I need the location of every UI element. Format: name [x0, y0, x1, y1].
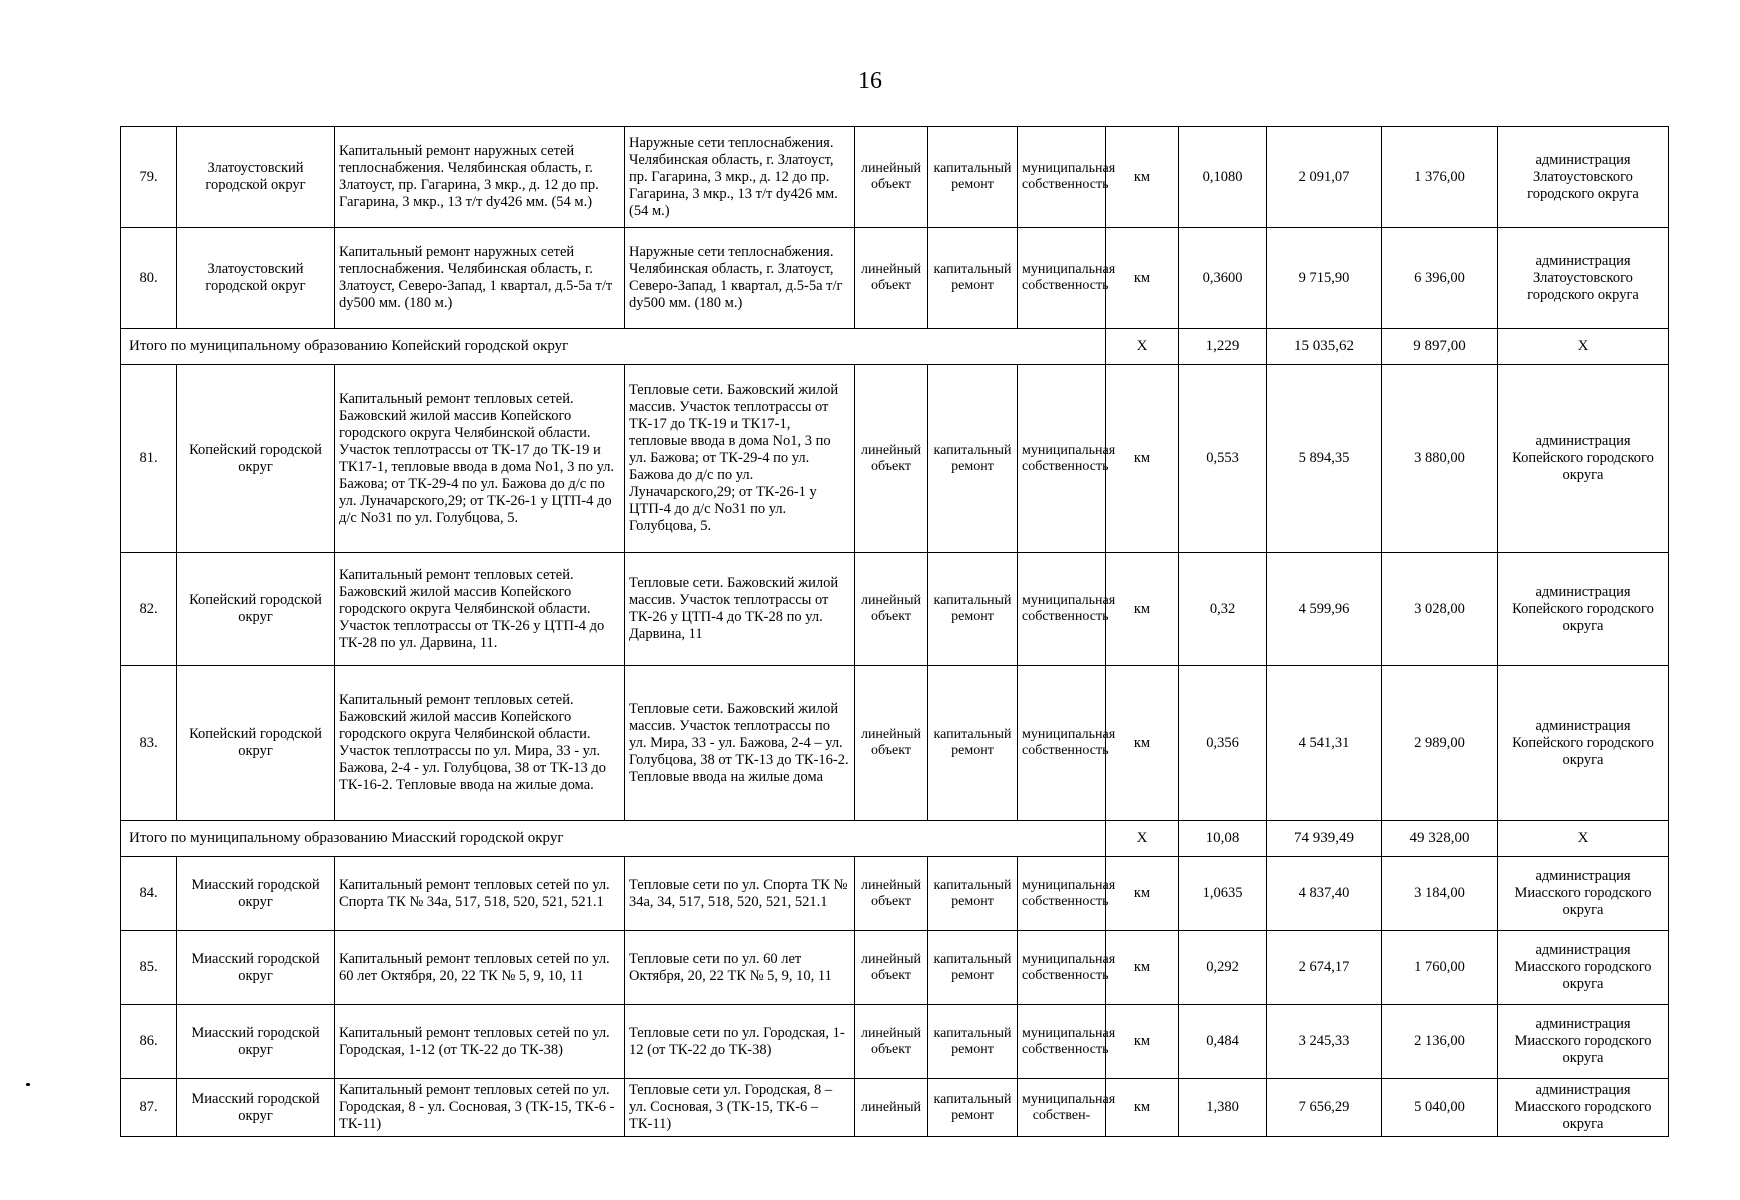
subtotal-recipient-mark: Х: [1498, 821, 1669, 857]
cost-budget-cell: 1 760,00: [1382, 931, 1498, 1005]
district-cell: Миасский городской округ: [177, 931, 335, 1005]
object-name-cell: Наружные сети теплоснабжения. Челябинская область, г. Златоуст, Северо-Запад, 1 квартал, д.5-5а т/г dy500 мм. (180 м.): [625, 228, 855, 329]
table-row: [121, 1005, 1669, 1079]
subtotal-length: 10,08: [1179, 821, 1267, 857]
length-cell: 0,32: [1179, 553, 1267, 666]
table-row: [121, 666, 1669, 821]
recipient-cell: администрация Миасского городского округа: [1498, 1079, 1669, 1137]
row-number: 82.: [121, 553, 177, 666]
scan-speck: [26, 1083, 30, 1086]
work-type-cell: капитальный ремонт: [928, 228, 1018, 329]
work-description-cell: Капитальный ремонт тепловых сетей по ул. Спорта ТК № 34а, 517, 518, 520, 521, 521.1: [335, 857, 625, 931]
row-number: 83.: [121, 666, 177, 821]
object-name-cell: Тепловые сети. Бажовский жилой массив. Участок теплотрассы по ул. Мира, 33 - ул. Бажова, 2-4 – ул. Голубцова, 38 от ТК-13 до ТК-16-2. Тепловые ввода на жилые дома: [625, 666, 855, 821]
work-description-cell: Капитальный ремонт тепловых сетей по ул. Городская, 8 - ул. Сосновая, 3 (ТК-15, ТК-6 - ТК-11): [335, 1079, 625, 1137]
row-number: 87.: [121, 1079, 177, 1137]
district-cell: Копейский городской округ: [177, 666, 335, 821]
cost-total-cell: 7 656,29: [1267, 1079, 1382, 1137]
work-description-cell: Капитальный ремонт тепловых сетей. Бажовский жилой массив Копейского городского округа Челябинской области. Участок теплотрассы от ТК-17 до ТК-19 и ТК17-1, тепловые ввода в дома No1, 3 по ул. Бажова; от ТК-29-4 по ул. Бажова до д/с по ул. Луначарского,29; от ТК-26-1 у ЦТП-4 до д/с No31 по ул. Голубцова, 5.: [335, 365, 625, 553]
unit-cell: км: [1106, 127, 1179, 228]
unit-cell: км: [1106, 553, 1179, 666]
recipient-cell: администрация Златоустовского городского округа: [1498, 127, 1669, 228]
unit-cell: км: [1106, 1079, 1179, 1137]
object-name-cell: Наружные сети теплоснабжения. Челябинская область, г. Златоуст, пр. Гагарина, 3 мкр., д. 12 до пр. Гагарина, 3 мкр., 13 т/т dy426 мм. (54 м.): [625, 127, 855, 228]
cost-budget-cell: 2 136,00: [1382, 1005, 1498, 1079]
work-description-cell: Капитальный ремонт тепловых сетей. Бажовский жилой массив Копейского городского округа Челябинской области. Участок теплотрассы по ул. Мира, 33 - ул. Бажова, 2-4 - ул. Голубцова, 38 от ТК-13 до ТК-16-2. Тепловые ввода на жилые дома.: [335, 666, 625, 821]
row-number: 79.: [121, 127, 177, 228]
row-number: 80.: [121, 228, 177, 329]
recipient-cell: администрация Миасского городского округа: [1498, 931, 1669, 1005]
district-cell: Миасский городской округ: [177, 1079, 335, 1137]
cost-total-cell: 2 091,07: [1267, 127, 1382, 228]
work-type-cell: капитальный ремонт: [928, 127, 1018, 228]
cost-total-cell: 4 599,96: [1267, 553, 1382, 666]
subtotal-length: 1,229: [1179, 329, 1267, 365]
object-type-cell: линейный объект: [855, 553, 928, 666]
district-cell: Копейский городской округ: [177, 553, 335, 666]
district-cell: Копейский городской округ: [177, 365, 335, 553]
subtotal-unit-mark: Х: [1106, 821, 1179, 857]
unit-cell: км: [1106, 931, 1179, 1005]
work-type-cell: капитальный ремонт: [928, 365, 1018, 553]
subtotal-cost-budget: 9 897,00: [1382, 329, 1498, 365]
row-number: 86.: [121, 1005, 177, 1079]
length-cell: 0,1080: [1179, 127, 1267, 228]
cost-budget-cell: 3 880,00: [1382, 365, 1498, 553]
subtotal-unit-mark: Х: [1106, 329, 1179, 365]
table-row: [121, 857, 1669, 931]
subtotal-cost-total: 15 035,62: [1267, 329, 1382, 365]
unit-cell: км: [1106, 1005, 1179, 1079]
cost-budget-cell: 1 376,00: [1382, 127, 1498, 228]
cost-budget-cell: 5 040,00: [1382, 1079, 1498, 1137]
page-number: 16: [858, 68, 882, 94]
row-number: 84.: [121, 857, 177, 931]
subtotal-cost-budget: 49 328,00: [1382, 821, 1498, 857]
recipient-cell: администрация Златоустовского городского округа: [1498, 228, 1669, 329]
cost-budget-cell: 6 396,00: [1382, 228, 1498, 329]
subtotal-row: [121, 329, 1669, 365]
unit-cell: км: [1106, 365, 1179, 553]
work-description-cell: Капитальный ремонт наружных сетей теплоснабжения. Челябинская область, г. Златоуст, пр. Гагарина, 3 мкр., д. 12 до пр. Гагарина, 3 мкр., 13 т/т dy426 мм. (54 м.): [335, 127, 625, 228]
row-number: 85.: [121, 931, 177, 1005]
ownership-cell: муниципальная собственность: [1018, 553, 1106, 666]
recipient-cell: администрация Миасского городского округа: [1498, 857, 1669, 931]
work-description-cell: Капитальный ремонт тепловых сетей по ул. Городская, 1-12 (от ТК-22 до ТК-38): [335, 1005, 625, 1079]
district-cell: Миасский городской округ: [177, 857, 335, 931]
subtotal-cost-total: 74 939,49: [1267, 821, 1382, 857]
cost-total-cell: 2 674,17: [1267, 931, 1382, 1005]
cost-budget-cell: 3 028,00: [1382, 553, 1498, 666]
unit-cell: км: [1106, 857, 1179, 931]
ownership-cell: муниципальная собствен-: [1018, 1079, 1106, 1137]
cost-total-cell: 4 837,40: [1267, 857, 1382, 931]
work-type-cell: капитальный ремонт: [928, 553, 1018, 666]
table-row: [121, 127, 1669, 228]
object-name-cell: Тепловые сети по ул. Городская, 1-12 (от ТК-22 до ТК-38): [625, 1005, 855, 1079]
length-cell: 0,3600: [1179, 228, 1267, 329]
subtotal-label: Итого по муниципальному образованию Миасский городской округ: [121, 821, 1106, 857]
object-type-cell: линейный объект: [855, 1005, 928, 1079]
recipient-cell: администрация Копейского городского округа: [1498, 666, 1669, 821]
ownership-cell: муниципальная собственность: [1018, 365, 1106, 553]
ownership-cell: муниципальная собственность: [1018, 127, 1106, 228]
object-type-cell: линейный: [855, 1079, 928, 1137]
length-cell: 1,380: [1179, 1079, 1267, 1137]
length-cell: 0,292: [1179, 931, 1267, 1005]
cost-total-cell: 4 541,31: [1267, 666, 1382, 821]
object-name-cell: Тепловые сети. Бажовский жилой массив. Участок теплотрассы от ТК-26 у ЦТП-4 до ТК-28 по ул. Дарвина, 11: [625, 553, 855, 666]
object-name-cell: Тепловые сети ул. Городская, 8 – ул. Сосновая, 3 (ТК-15, ТК-6 – ТК-11): [625, 1079, 855, 1137]
subtotal-row: [121, 821, 1669, 857]
object-name-cell: Тепловые сети по ул. Спорта ТК № 34а, 34, 517, 518, 520, 521, 521.1: [625, 857, 855, 931]
subtotal-recipient-mark: Х: [1498, 329, 1669, 365]
district-cell: Златоустовский городской округ: [177, 228, 335, 329]
recipient-cell: администрация Копейского городского округа: [1498, 365, 1669, 553]
work-type-cell: капитальный ремонт: [928, 666, 1018, 821]
work-type-cell: капитальный ремонт: [928, 1079, 1018, 1137]
investment-objects-table: [120, 126, 1669, 1137]
work-description-cell: Капитальный ремонт тепловых сетей по ул. 60 лет Октября, 20, 22 ТК № 5, 9, 10, 11: [335, 931, 625, 1005]
row-number: 81.: [121, 365, 177, 553]
district-cell: Миасский городской округ: [177, 1005, 335, 1079]
object-name-cell: Тепловые сети. Бажовский жилой массив. Участок теплотрассы от ТК-17 до ТК-19 и ТК17-1, тепловые ввода в дома No1, 3 по ул. Бажова; от ТК-29-4 по ул. Бажова до д/с по ул. Луначарского,29; от ТК-26-1 у ЦТП-4 до д/с No31 по ул. Голубцова, 5.: [625, 365, 855, 553]
cost-total-cell: 9 715,90: [1267, 228, 1382, 329]
table-row: [121, 931, 1669, 1005]
unit-cell: км: [1106, 228, 1179, 329]
object-type-cell: линейный объект: [855, 365, 928, 553]
object-name-cell: Тепловые сети по ул. 60 лет Октября, 20, 22 ТК № 5, 9, 10, 11: [625, 931, 855, 1005]
length-cell: 0,356: [1179, 666, 1267, 821]
length-cell: 0,484: [1179, 1005, 1267, 1079]
table-row: [121, 365, 1669, 553]
work-type-cell: капитальный ремонт: [928, 857, 1018, 931]
object-type-cell: линейный объект: [855, 857, 928, 931]
recipient-cell: администрация Копейского городского округа: [1498, 553, 1669, 666]
work-description-cell: Капитальный ремонт тепловых сетей. Бажовский жилой массив Копейского городского округа Челябинской области. Участок теплотрассы от ТК-26 у ЦТП-4 до ТК-28 по ул. Дарвина, 11.: [335, 553, 625, 666]
object-type-cell: линейный объект: [855, 228, 928, 329]
table-row: [121, 1079, 1669, 1137]
ownership-cell: муниципальная собственность: [1018, 857, 1106, 931]
length-cell: 1,0635: [1179, 857, 1267, 931]
unit-cell: км: [1106, 666, 1179, 821]
work-type-cell: капитальный ремонт: [928, 1005, 1018, 1079]
object-type-cell: линейный объект: [855, 127, 928, 228]
work-type-cell: капитальный ремонт: [928, 931, 1018, 1005]
ownership-cell: муниципальная собственность: [1018, 931, 1106, 1005]
subtotal-label: Итого по муниципальному образованию Копейский городской округ: [121, 329, 1106, 365]
table-row: [121, 228, 1669, 329]
cost-budget-cell: 2 989,00: [1382, 666, 1498, 821]
table-row: [121, 553, 1669, 666]
ownership-cell: муниципальная собственность: [1018, 666, 1106, 821]
length-cell: 0,553: [1179, 365, 1267, 553]
district-cell: Златоустовский городской округ: [177, 127, 335, 228]
work-description-cell: Капитальный ремонт наружных сетей теплоснабжения. Челябинская область, г. Златоуст, Северо-Запад, 1 квартал, д.5-5а т/т dy500 мм. (180 м.): [335, 228, 625, 329]
ownership-cell: муниципальная собственность: [1018, 1005, 1106, 1079]
ownership-cell: муниципальная собственность: [1018, 228, 1106, 329]
cost-total-cell: 3 245,33: [1267, 1005, 1382, 1079]
cost-total-cell: 5 894,35: [1267, 365, 1382, 553]
cost-budget-cell: 3 184,00: [1382, 857, 1498, 931]
object-type-cell: линейный объект: [855, 931, 928, 1005]
object-type-cell: линейный объект: [855, 666, 928, 821]
recipient-cell: администрация Миасского городского округа: [1498, 1005, 1669, 1079]
